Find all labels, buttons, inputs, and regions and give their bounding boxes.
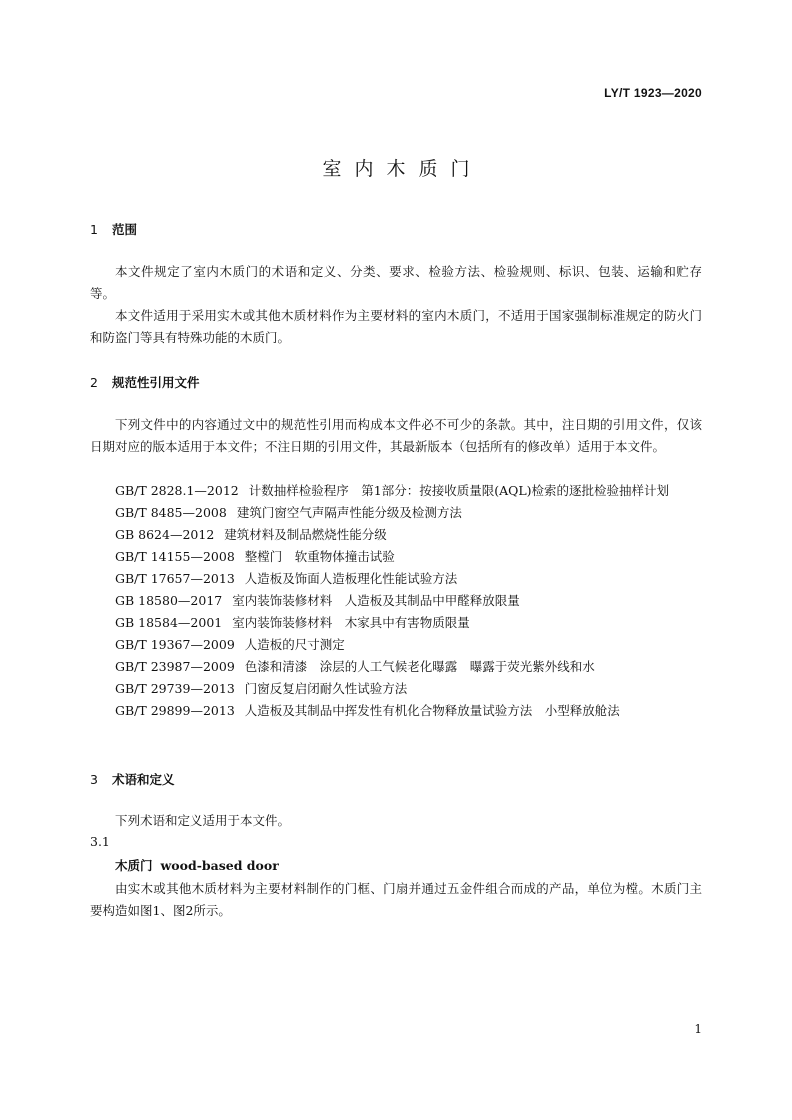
reference-title: 计数抽样检验程序 第1部分：按接收质量限(AQL)检索的逐批检验抽样计划	[248, 483, 670, 498]
reference-item	[90, 568, 702, 590]
scope-paragraph-1: 本文件规定了室内木质门的术语和定义、分类、要求、检验方法、检验规则、标识、包装、运输和贮存等。	[90, 264, 702, 301]
terms-intro: 下列术语和定义适用于本文件。	[115, 813, 291, 828]
section-2-title: 规范性引用文件	[112, 375, 200, 390]
reference-code: GB/T 2828.1—2012	[115, 483, 239, 498]
references-intro: 下列文件中的内容通过文中的规范性引用而构成本文件必不可少的条款。其中，注日期的引用文件，仅该日期对应的版本适用于本文件；不注日期的引用文件，其最新版本（包括所有的修改单）适用于本文件。	[90, 417, 702, 454]
reference-item	[90, 546, 702, 568]
reference-title: 建筑材料及制品燃烧性能分级	[224, 527, 387, 542]
reference-item	[90, 590, 702, 612]
standard-number: LY/T 1923—2020	[604, 86, 702, 100]
term-definition: 由实木或其他木质材料为主要材料制作的门框、门扇并通过五金件组合而成的产品，单位为樘。木质门主要构造如图1、图2所示。	[90, 881, 702, 918]
section-3-title: 术语和定义	[112, 772, 175, 787]
scope-paragraph-2: 本文件适用于采用实木或其他木质材料作为主要材料的室内木质门，不适用于国家强制标准规定的防火门和防盗门等具有特殊功能的木质门。	[90, 308, 702, 345]
section-3-heading	[90, 770, 175, 788]
reference-code: GB/T 19367—2009	[115, 637, 235, 652]
section-1-number: 1	[90, 222, 98, 237]
reference-title: 室内装饰装修材料 木家具中有害物质限量	[232, 615, 470, 630]
reference-title: 建筑门窗空气声隔声性能分级及检测方法	[236, 505, 462, 520]
reference-code: GB/T 14155—2008	[115, 549, 235, 564]
term-number: 3.1	[90, 834, 110, 849]
reference-title: 整樘门 软重物体撞击试验	[244, 549, 395, 564]
reference-code: GB 8624—2012	[115, 527, 215, 542]
reference-code: GB/T 29899—2013	[115, 703, 235, 718]
reference-title: 人造板及其制品中挥发性有机化合物释放量试验方法 小型释放舱法	[244, 703, 620, 718]
reference-code: GB 18584—2001	[115, 615, 223, 630]
section-1-body	[90, 261, 702, 349]
reference-code: GB/T 8485—2008	[115, 505, 227, 520]
reference-code: GB/T 17657—2013	[115, 571, 235, 586]
reference-code: GB 18580—2017	[115, 593, 223, 608]
section-2-heading	[90, 373, 200, 391]
section-1-title: 范围	[112, 222, 138, 237]
section-2-number: 2	[90, 375, 98, 390]
term-name-zh: 木质门	[115, 858, 153, 873]
reference-item	[90, 612, 702, 634]
section-2-intro	[90, 414, 702, 458]
reference-item	[90, 480, 702, 502]
reference-title: 色漆和清漆 涂层的人工气候老化曝露 曝露于荧光紫外线和水	[244, 659, 595, 674]
document-title: 室内木质门	[322, 158, 483, 180]
section-1-heading	[90, 220, 137, 238]
reference-item	[90, 656, 702, 678]
reference-code: GB/T 23987—2009	[115, 659, 235, 674]
section-3-intro	[90, 810, 702, 832]
reference-list	[90, 480, 702, 722]
reference-item	[90, 700, 702, 722]
reference-item	[90, 678, 702, 700]
term-name-en: wood-based door	[160, 858, 279, 873]
reference-item	[90, 524, 702, 546]
reference-item	[90, 634, 702, 656]
reference-item	[90, 502, 702, 524]
reference-title: 人造板及饰面人造板理化性能试验方法	[244, 571, 458, 586]
section-3-number: 3	[90, 772, 98, 787]
reference-title: 人造板的尺寸测定	[244, 637, 345, 652]
term-definition-block	[90, 878, 702, 922]
reference-title: 室内装饰装修材料 人造板及其制品中甲醛释放限量	[232, 593, 520, 608]
reference-title: 门窗反复启闭耐久性试验方法	[244, 681, 408, 696]
reference-code: GB/T 29739—2013	[115, 681, 235, 696]
page-number: 1	[694, 1022, 702, 1036]
term-heading	[115, 856, 279, 874]
